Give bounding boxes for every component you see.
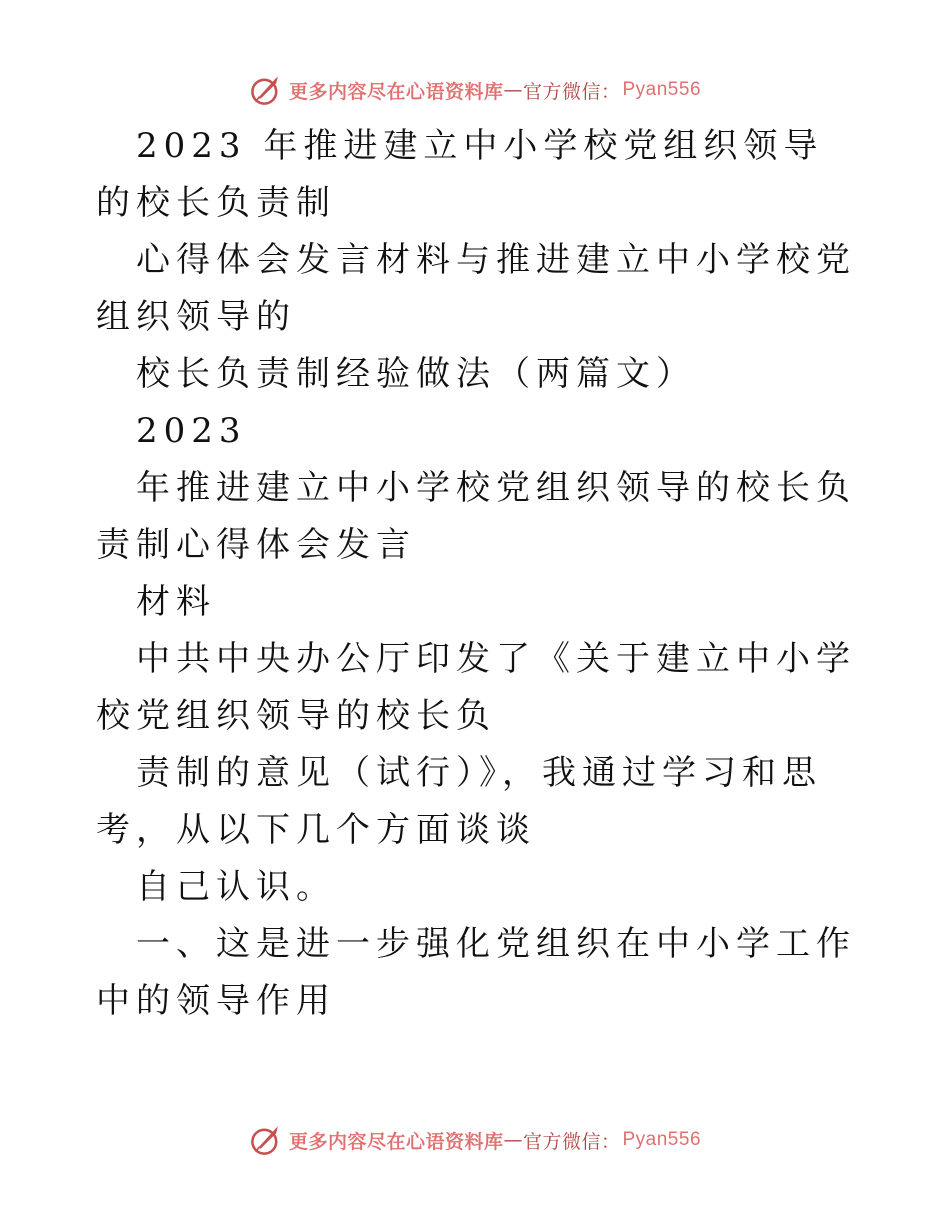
watermark-text bbox=[289, 1127, 701, 1154]
document-body bbox=[96, 118, 856, 1030]
paragraph-intro-end: 自己认识。 bbox=[136, 867, 336, 907]
paragraph-title-line-1: 2023 年推进建立中小学校党组织领导的校长负责制 bbox=[96, 126, 824, 223]
paragraph-subtitle: 年推进建立中小学校党组织领导的校长负责制心得体会发言 bbox=[96, 468, 856, 565]
paragraph-title-line-3: 校长负责制经验做法（两篇文） bbox=[136, 354, 696, 394]
paragraph-intro-cont: 责制的意见（试行）》，我通过学习和思考，从以下几个方面谈谈 bbox=[96, 753, 822, 850]
watermark-label: 官方微信： bbox=[522, 80, 621, 103]
quill-pen-logo-icon bbox=[249, 73, 283, 107]
watermark-text bbox=[289, 77, 701, 104]
paragraph-section-heading: 一、这是进一步强化党组织在中小学工作中的领导作用 bbox=[96, 924, 856, 1021]
watermark-main-text: 更多内容尽在心语资料库 bbox=[288, 80, 504, 103]
watermark-separator: — bbox=[503, 1129, 523, 1151]
paragraph-title-line-2: 心得体会发言材料与推进建立中小学校党组织领导的 bbox=[96, 240, 856, 337]
paragraph-year: 2023 bbox=[136, 411, 247, 451]
paragraph-intro: 中共中央办公厅印发了《关于建立中小学校党组织领导的校长负 bbox=[96, 639, 856, 736]
quill-pen-logo-icon bbox=[249, 1123, 283, 1157]
watermark-label: 官方微信： bbox=[522, 1130, 621, 1153]
footer-watermark bbox=[0, 1120, 950, 1160]
watermark-wechat-id: Pyan556 bbox=[622, 1129, 702, 1150]
watermark-separator: — bbox=[503, 79, 523, 101]
watermark-wechat-id: Pyan556 bbox=[622, 79, 702, 100]
watermark-main-text: 更多内容尽在心语资料库 bbox=[288, 1130, 504, 1153]
paragraph-material: 材料 bbox=[136, 582, 216, 622]
header-watermark bbox=[0, 70, 950, 110]
